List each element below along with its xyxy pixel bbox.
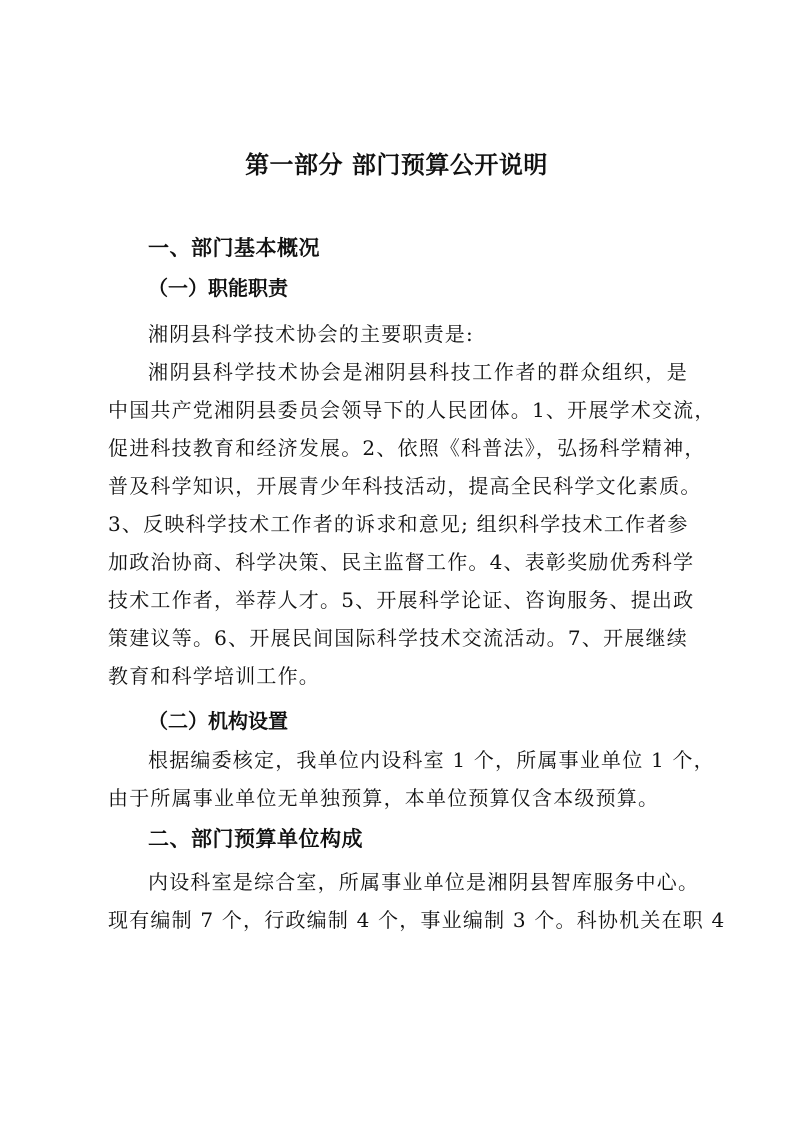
- subsection-heading-duties: （一）职能职责: [148, 276, 288, 300]
- organization-paragraph-line: 根据编委核定，我单位内设科室 1 个，所属事业单位 1 个，: [148, 748, 715, 772]
- duties-paragraph-line: 加政治协商、科学决策、民主监督工作。4、表彰奖励优秀科学: [108, 550, 695, 574]
- composition-paragraph-line: 现有编制 7 个，行政编制 4 个，事业编制 3 个。科协机关在职 4: [108, 908, 726, 932]
- duties-paragraph-line: 湘阴县科学技术协会是湘阴县科技工作者的群众组织，是: [148, 360, 688, 384]
- composition-paragraph-line: 内设科室是综合室，所属事业单位是湘阴县智库服务中心。: [148, 870, 700, 894]
- section-heading-basic-overview: 一、部门基本概况: [148, 236, 320, 260]
- organization-paragraph-line: 由于所属事业单位无单独预算，本单位预算仅含本级预算。: [108, 786, 660, 810]
- page-title: 第一部分 部门预算公开说明: [245, 151, 548, 179]
- duties-paragraph-line: 中国共产党湘阴县委员会领导下的人民团体。1、开展学术交流，: [108, 398, 716, 422]
- subsection-heading-organization: （二）机构设置: [148, 709, 288, 733]
- duties-paragraph-line: 3、反映科学技术工作者的诉求和意见; 组织科学技术工作者参: [108, 512, 689, 536]
- duties-paragraph-line: 促进科技教育和经济发展。2、依照《科普法》，弘扬科学精神，: [108, 436, 706, 460]
- duties-paragraph-line: 策建议等。6、开展民间国际科学技术交流活动。7、开展继续: [108, 626, 688, 650]
- duties-intro: 湘阴县科学技术协会的主要职责是:: [148, 322, 474, 346]
- section-heading-unit-composition: 二、部门预算单位构成: [148, 827, 363, 851]
- duties-paragraph-line: 教育和科学培训工作。: [108, 664, 320, 688]
- duties-paragraph-line: 技术工作者，举荐人才。5、开展科学论证、咨询服务、提出政: [108, 588, 695, 612]
- duties-paragraph-line: 普及科学知识，开展青少年科技活动，提高全民科学文化素质。: [108, 474, 702, 498]
